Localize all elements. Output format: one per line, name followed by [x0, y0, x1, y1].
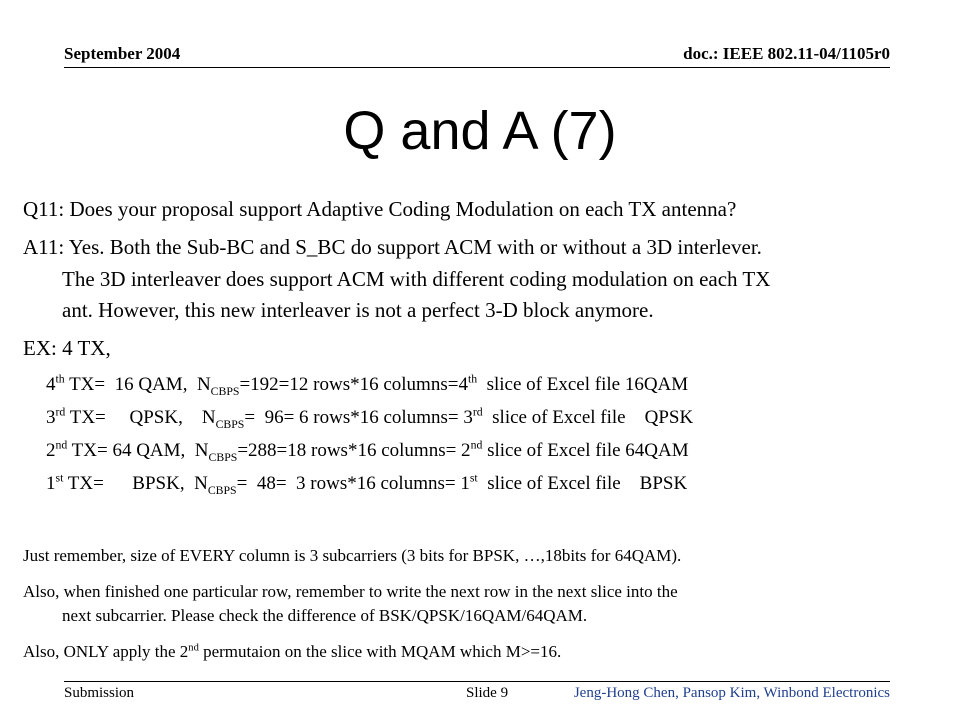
example-row: 3rd TX= QPSK, $N_{CBPS}= 96= 6$ rows*16 columns= 3rd slice of Excel file QPSK	[46, 405, 694, 431]
footer-authors: Jeng-Hong Chen, Pansop Kim, Winbond Electronics	[573, 685, 890, 701]
answer-a11-line-1: A11: Yes. Both the Sub-BC and S_BC do support ACM with or without a 3D interlever.	[23, 235, 762, 259]
footer-divider	[64, 681, 890, 682]
answer-a11-line-2: The 3D interleaver does support ACM with different coding modulation on each TX	[62, 267, 771, 291]
footer-submission: Submission	[64, 685, 135, 701]
header-divider	[64, 67, 890, 68]
note-permutation: Also, ONLY apply the 2nd permutaion on the slice with MQAM which M>=16.	[23, 642, 562, 661]
header-doc-id: doc.: IEEE 802.11-04/1105r0	[683, 44, 890, 63]
example-label: EX: 4 TX,	[23, 336, 111, 360]
slide-title: Q and A (7)	[343, 101, 617, 161]
example-row: 2nd TX= 64 QAM, $N_{CBPS}=288=18$ rows*16 columns= 2nd slice of Excel file 64QAM	[46, 438, 689, 464]
question-q11: Q11: Does your proposal support Adaptive Coding Modulation on each TX antenna?	[23, 197, 737, 221]
note-remember: Just remember, size of EVERY column is 3 subcarriers (3 bits for BPSK, …,18bits for 64QAM).	[23, 546, 682, 565]
note-also-line-1: Also, when finished one particular row, remember to write the next row in the next slice into the	[23, 582, 678, 601]
header-date: September 2004	[64, 44, 181, 63]
note-also-line-2: next subcarrier. Please check the difference of BSK/QPSK/16QAM/64QAM.	[62, 606, 588, 625]
footer-slide-number: Slide 9	[466, 685, 509, 701]
answer-a11-line-3: ant. However, this new interleaver is not a perfect 3-D block anymore.	[62, 298, 654, 322]
example-row: 1st TX= BPSK, $N_{CBPS}= 48= 3$ rows*16 columns= 1st slice of Excel file BPSK	[46, 471, 688, 497]
example-row: 4th TX= 16 QAM, $N_{CBPS}=192=12$ rows*16 columns=4th slice of Excel file 16QAM	[46, 372, 689, 398]
